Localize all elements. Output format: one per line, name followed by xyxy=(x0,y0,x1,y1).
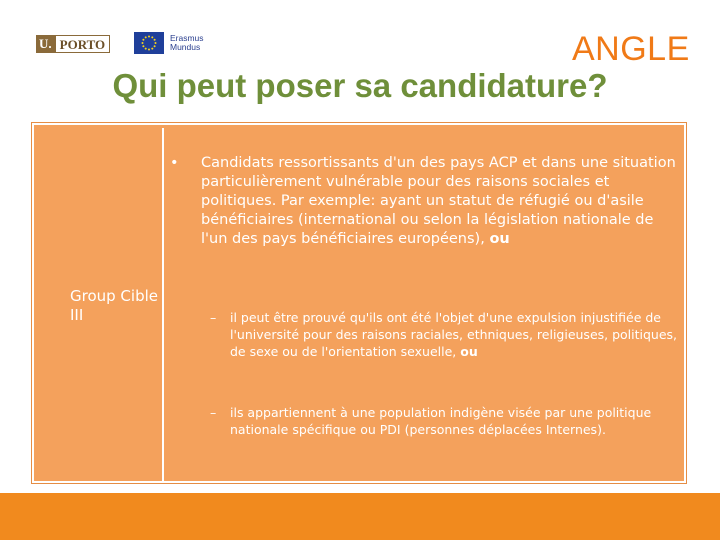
sub-bullet-text: ils appartiennent à une population indigène visée par une politique nationale spécifique ou PDI (personnes déplacées Internes). xyxy=(230,405,652,437)
column-divider xyxy=(162,128,164,481)
angle-logo: ANGLE xyxy=(572,30,690,68)
dash-marker: – xyxy=(210,405,217,420)
university-porto-logo xyxy=(36,35,110,53)
main-bullet-text-wrap xyxy=(201,154,680,249)
sub-bullet-text-wrap xyxy=(230,309,680,360)
bullet-marker: • xyxy=(170,155,179,171)
main-bullet xyxy=(170,154,680,249)
dash-marker: – xyxy=(210,310,217,325)
main-bullet-text: Candidats ressortissants d'un des pays ACP et dans une situation particulièrement vulnérable pour des raisons sociales et politiques. Par exemple: ayant un statut de réfugié ou d'asile bénéficiaires (international ou selon la législation nationale de l'un des pays bénéficiaires européens), xyxy=(201,155,676,247)
sub-bullet-text-wrap xyxy=(230,404,680,438)
erasmus-logo-line2: Mundus xyxy=(170,42,201,52)
porto-logo-name: PORTO xyxy=(55,35,111,53)
sub-bullet-text: il peut être prouvé qu'ils ont été l'objet d'une expulsion injustifiée de l'université pour des raisons raciales, ethniques, religieuses, politiques, de sexe ou de l'orientation sexuelle, xyxy=(230,310,678,359)
porto-logo-u: U. xyxy=(36,35,55,53)
erasmus-logo-text xyxy=(170,34,204,52)
bottom-bar xyxy=(0,493,720,540)
eu-flag-icon xyxy=(134,32,164,54)
group-label: Group Cible III xyxy=(70,287,158,324)
sub-bullet-item xyxy=(210,404,680,438)
sub-bullet-connector: ou xyxy=(460,344,478,359)
sub-bullet-item xyxy=(210,309,680,360)
page-title: Qui peut poser sa candidature? xyxy=(112,67,608,104)
erasmus-logo-line1: Erasmus xyxy=(170,33,204,43)
main-bullet-connector: ou xyxy=(489,231,510,247)
erasmus-mundus-logo xyxy=(134,32,204,54)
